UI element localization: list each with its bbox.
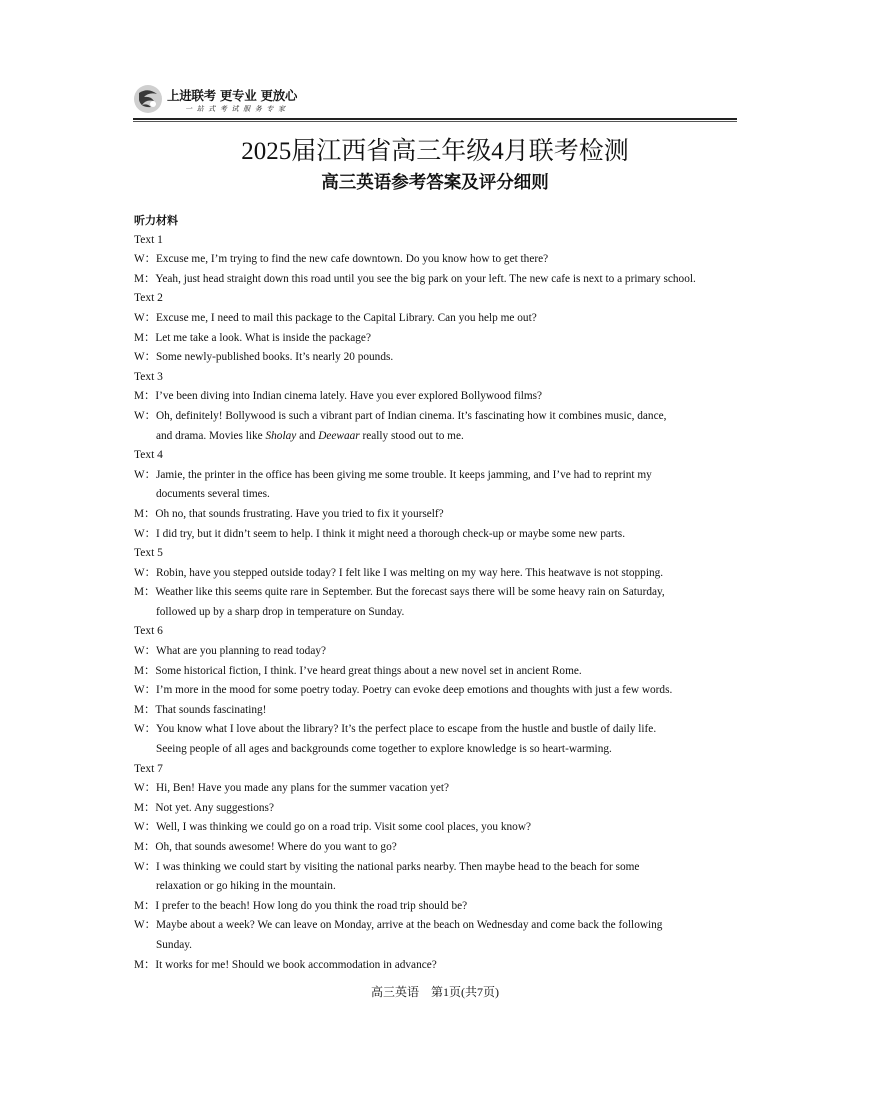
line-text: I’ve been diving into Indian cinema lately. Have you ever explored Bollywood films?: [155, 390, 543, 403]
speaker: M: [134, 958, 145, 971]
speaker-separator: ：: [144, 841, 156, 853]
line-text: Oh, definitely! Bollywood is such a vibrant part of Indian cinema. It’s fascinating how it combines music, dance,: [155, 409, 667, 422]
dialogue-line: [134, 505, 737, 525]
line-continuation: [134, 936, 737, 956]
page-subtitle: 高三英语参考答案及评分细则: [321, 173, 549, 193]
logo-icon: [133, 84, 163, 114]
speaker: W: [134, 723, 145, 736]
speaker: W: [134, 566, 145, 579]
dialogue-line: [134, 818, 737, 838]
line-text: Some historical fiction, I think. I’ve heard great things about a new novel set in ancient Rome.: [155, 664, 582, 677]
text-label: Text 2: [134, 292, 163, 305]
continuation-text: Sunday.: [156, 938, 192, 951]
dialogue-line: [134, 701, 737, 721]
speaker-separator: ：: [144, 860, 156, 873]
line-text: Oh, that sounds awesome! Where do you want to go?: [155, 841, 397, 853]
dialogue-line: [134, 329, 737, 349]
text-label: Text 3: [134, 370, 163, 383]
dialogue-line: [134, 838, 737, 858]
conjunction: and: [299, 429, 316, 442]
line-continuation: [134, 877, 737, 897]
film-title: Sholay: [265, 429, 297, 442]
continuation-tail: really stood out to me.: [362, 429, 464, 442]
film-title: Deewaar: [318, 429, 360, 442]
speaker: M: [134, 390, 145, 403]
speaker: W: [134, 645, 145, 658]
line-text: Maybe about a week? We can leave on Monday, arrive at the beach on Wednesday and come back the following: [155, 919, 663, 932]
speaker: M: [134, 272, 145, 285]
dialogue-line: [134, 525, 737, 545]
dialogue-line: [134, 407, 737, 446]
dialogue-line: [134, 779, 737, 799]
speaker: M: [134, 331, 145, 344]
line-text: Hi, Ben! Have you made any plans for the summer vacation yet?: [155, 782, 449, 795]
dialogue-line: [134, 466, 737, 505]
speaker-separator: ：: [144, 507, 156, 520]
speaker-separator: ：: [144, 351, 156, 364]
speaker: W: [134, 351, 145, 364]
continuation-text: documents several times.: [156, 488, 270, 501]
line-continuation: [134, 485, 737, 505]
speaker: W: [134, 919, 145, 932]
speaker-separator: ：: [144, 684, 156, 697]
dialogue-line: [134, 250, 737, 270]
line-text: I’m more in the mood for some poetry today. Poetry can evoke deep emotions and thoughts with just a few words.: [155, 684, 673, 697]
line-text: Some newly-published books. It’s nearly 20 pounds.: [155, 351, 394, 364]
line-text: Weather like this seems quite rare in September. But the forecast says there will be some heavy rain on Saturday,: [155, 586, 665, 599]
dialogue-line: [134, 897, 737, 917]
dialogue-line: [134, 348, 737, 368]
line-text: Well, I was thinking we could go on a road trip. Visit some cool places, you know?: [155, 821, 531, 834]
speaker-separator: ：: [144, 958, 156, 971]
line-text: Oh no, that sounds frustrating. Have you tried to fix it yourself?: [155, 507, 444, 520]
speaker-separator: ：: [144, 645, 156, 658]
speaker-separator: ：: [144, 468, 156, 481]
speaker: M: [134, 899, 145, 912]
line-text: I did try, but it didn’t seem to help. I think it might need a thorough check-up or maybe some new parts.: [155, 527, 626, 540]
speaker-separator: ：: [144, 253, 156, 266]
dialogue-line: [134, 309, 737, 329]
text-label: Text 5: [134, 547, 163, 560]
speaker-separator: ：: [144, 801, 156, 814]
dialogue-line: [134, 681, 737, 701]
speaker: M: [134, 703, 145, 716]
transcript: [134, 211, 737, 975]
page-title: 2025届江西省高三年级4月联考检测: [241, 138, 629, 165]
brand-slogan: 上进联考 更专业 更放心: [167, 88, 298, 103]
speaker: M: [134, 507, 145, 520]
speaker-separator: ：: [144, 782, 156, 795]
speaker-separator: ：: [144, 527, 156, 540]
text-list: [134, 231, 737, 976]
continuation-text: followed up by a sharp drop in temperature on Sunday.: [156, 605, 405, 618]
continuation-text: Seeing people of all ages and backgrounds come together to explore knowledge is so heart-warming.: [156, 743, 612, 756]
section-label: 听力材料: [134, 214, 178, 227]
continuation-text: relaxation or go hiking in the mountain.: [156, 880, 336, 893]
speaker: W: [134, 782, 145, 795]
line-text: It works for me! Should we book accommodation in advance?: [155, 958, 437, 971]
line-text: What are you planning to read today?: [155, 645, 327, 658]
dialogue-line: [134, 916, 737, 955]
speaker-separator: ：: [144, 899, 156, 912]
speaker: M: [134, 586, 145, 599]
speaker-separator: ：: [144, 566, 156, 579]
line-text: You know what I love about the library? It’s the perfect place to escape from the hustle and bustle of daily life.: [155, 723, 657, 736]
speaker-separator: ：: [144, 390, 156, 403]
speaker-separator: ：: [144, 664, 156, 677]
line-text: I prefer to the beach! How long do you think the road trip should be?: [155, 899, 468, 912]
speaker: W: [134, 821, 145, 834]
line-text: Let me take a look. What is inside the package?: [155, 331, 371, 344]
dialogue-line: [134, 858, 737, 897]
line-text: Not yet. Any suggestions?: [155, 801, 274, 814]
text-label: Text 1: [134, 233, 163, 246]
speaker: M: [134, 801, 145, 814]
page-footer: 高三英语 第1页(共7页): [371, 985, 499, 999]
line-text: Excuse me, I’m trying to find the new cafe downtown. Do you know how to get there?: [155, 253, 549, 266]
speaker-separator: ：: [144, 821, 156, 834]
speaker-separator: ：: [144, 723, 156, 736]
speaker: M: [134, 664, 145, 677]
dialogue-line: [134, 720, 737, 759]
speaker-separator: ：: [144, 272, 156, 285]
speaker-separator: ：: [144, 703, 156, 716]
speaker-separator: ：: [144, 409, 156, 422]
speaker-separator: ：: [144, 919, 156, 932]
line-text: Jamie, the printer in the office has been giving me some trouble. It keeps jamming, and I’ve had to reprint my: [155, 468, 652, 481]
line-text: That sounds fascinating!: [155, 703, 267, 716]
line-continuation: [134, 427, 737, 447]
line-continuation: [134, 740, 737, 760]
dialogue-line: [134, 583, 737, 622]
continuation-text: and drama. Movies like: [156, 429, 263, 442]
speaker: W: [134, 409, 145, 422]
speaker-separator: ：: [144, 331, 156, 344]
dialogue-line: [134, 956, 737, 976]
line-text: Excuse me, I need to mail this package to the Capital Library. Can you help me out?: [155, 311, 537, 324]
dialogue-line: [134, 662, 737, 682]
dialogue-line: [134, 642, 737, 662]
brand-tagline: 一 站 式 考 试 服 务 专 家: [185, 105, 287, 113]
header-divider: [133, 118, 737, 120]
speaker: W: [134, 311, 145, 324]
line-continuation: [134, 603, 737, 623]
text-label: Text 7: [134, 762, 163, 775]
page-header: [133, 82, 737, 122]
line-text: Yeah, just head straight down this road until you see the big park on your left. The new cafe is next to a primary school.: [155, 272, 696, 285]
text-label: Text 4: [134, 449, 163, 462]
speaker: W: [134, 527, 145, 540]
dialogue-line: [134, 799, 737, 819]
speaker-separator: ：: [144, 311, 156, 324]
text-label: Text 6: [134, 625, 163, 638]
line-text: Robin, have you stepped outside today? I felt like I was melting on my way here. This heatwave is not stopping.: [155, 566, 664, 579]
dialogue-line: [134, 564, 737, 584]
speaker-separator: ：: [144, 586, 156, 599]
speaker: W: [134, 468, 145, 481]
speaker: W: [134, 684, 145, 697]
speaker: W: [134, 860, 145, 873]
dialogue-line: [134, 387, 737, 407]
speaker: M: [134, 841, 145, 853]
speaker: W: [134, 253, 145, 266]
header-divider-thin: [133, 121, 737, 122]
dialogue-line: [134, 270, 737, 290]
line-text: I was thinking we could start by visiting the national parks nearby. Then maybe head to the beach for some: [155, 860, 640, 873]
